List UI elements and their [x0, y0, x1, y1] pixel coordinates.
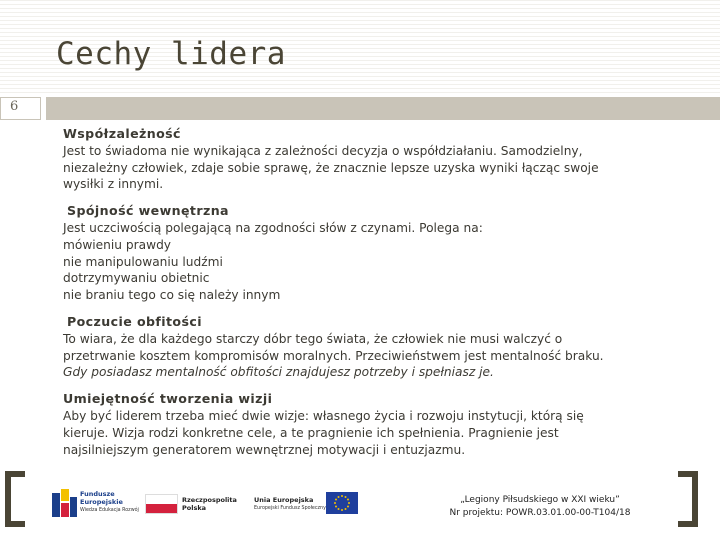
polish-flag-icon — [145, 494, 178, 514]
list-item: dotrzymywaniu obietnic — [63, 271, 210, 286]
pl-logo-text: Rzeczpospolita Polska — [182, 496, 237, 512]
text-line: przetrwanie kosztem kompromisów moralnych. Przeciwieństwem jest mentalność braku. — [63, 348, 604, 363]
slide-number: 6 — [10, 99, 19, 114]
header-rule — [46, 97, 720, 120]
section-abundance — [63, 314, 699, 381]
section-integrity — [63, 203, 699, 304]
text-line: kieruje. Wizja rodzi konkretne cele, a te pragnienie ich spełnienia. Pragnienie jest — [63, 425, 559, 440]
text-line: Aby być liderem trzeba mieć dwie wizje: własnego życia i rozwoju instytucji, którą się — [63, 408, 584, 423]
text-line: To wiara, że dla każdego starczy dóbr tego świata, że człowiek nie musi walczyć o — [63, 331, 563, 346]
list-item: nie manipulowaniu ludźmi — [63, 254, 223, 269]
eu-flag-icon — [326, 492, 358, 514]
text-line: wysiłki z innymi. — [63, 177, 164, 192]
section-interdependence — [63, 126, 699, 193]
fe-logo-subtitle: Wiedza Edukacja Rozwój — [80, 508, 139, 513]
section-heading: Poczucie obfitości — [67, 313, 202, 329]
list-item: nie braniu tego co się należy innym — [63, 288, 281, 303]
section-heading: Spójność wewnętrzna — [67, 203, 229, 219]
section-heading: Współzależność — [63, 126, 181, 141]
text-line: najsilniejszym generatorem wewnętrznej motywacji i entuzjazmu. — [63, 442, 466, 457]
section-heading: Umiejętność tworzenia wizji — [63, 391, 273, 407]
project-number: Nr projektu: POWR.03.01.00-00-T104/18 — [449, 508, 631, 518]
text-line: Jest to świadoma nie wynikająca z zależności decyzja o współdziałaniu. Samodzielny, — [63, 143, 583, 158]
text-line: Jest uczciwością polegającą na zgodności słów z czynami. Polega na: — [63, 220, 483, 235]
ue-logo-subtitle: Europejski Fundusz Społeczny — [254, 506, 326, 511]
project-info — [430, 494, 650, 520]
slide-number-box — [0, 97, 41, 120]
slide-content — [63, 126, 699, 458]
ue-logo-text: Unia Europejska — [254, 496, 314, 504]
italic-line: Gdy posiadasz mentalność obfitości znajdujesz potrzeby i spełniasz je. — [63, 365, 494, 380]
footer-bracket-right — [678, 471, 698, 527]
project-name: „Legiony Piłsudskiego w XXI wieku” — [460, 495, 620, 505]
page-title: Cechy lidera — [56, 36, 286, 72]
fe-logo-text: Fundusze Europejskie — [80, 490, 123, 506]
section-vision — [63, 391, 699, 458]
footer-bracket-left — [5, 471, 25, 527]
fe-logo-icon — [52, 489, 78, 517]
list-item: mówieniu prawdy — [63, 237, 172, 252]
text-line: niezależny człowiek, zdaje sobie sprawę, że znacznie lepsze uzyska wyniki łącząc swoje — [63, 160, 599, 175]
